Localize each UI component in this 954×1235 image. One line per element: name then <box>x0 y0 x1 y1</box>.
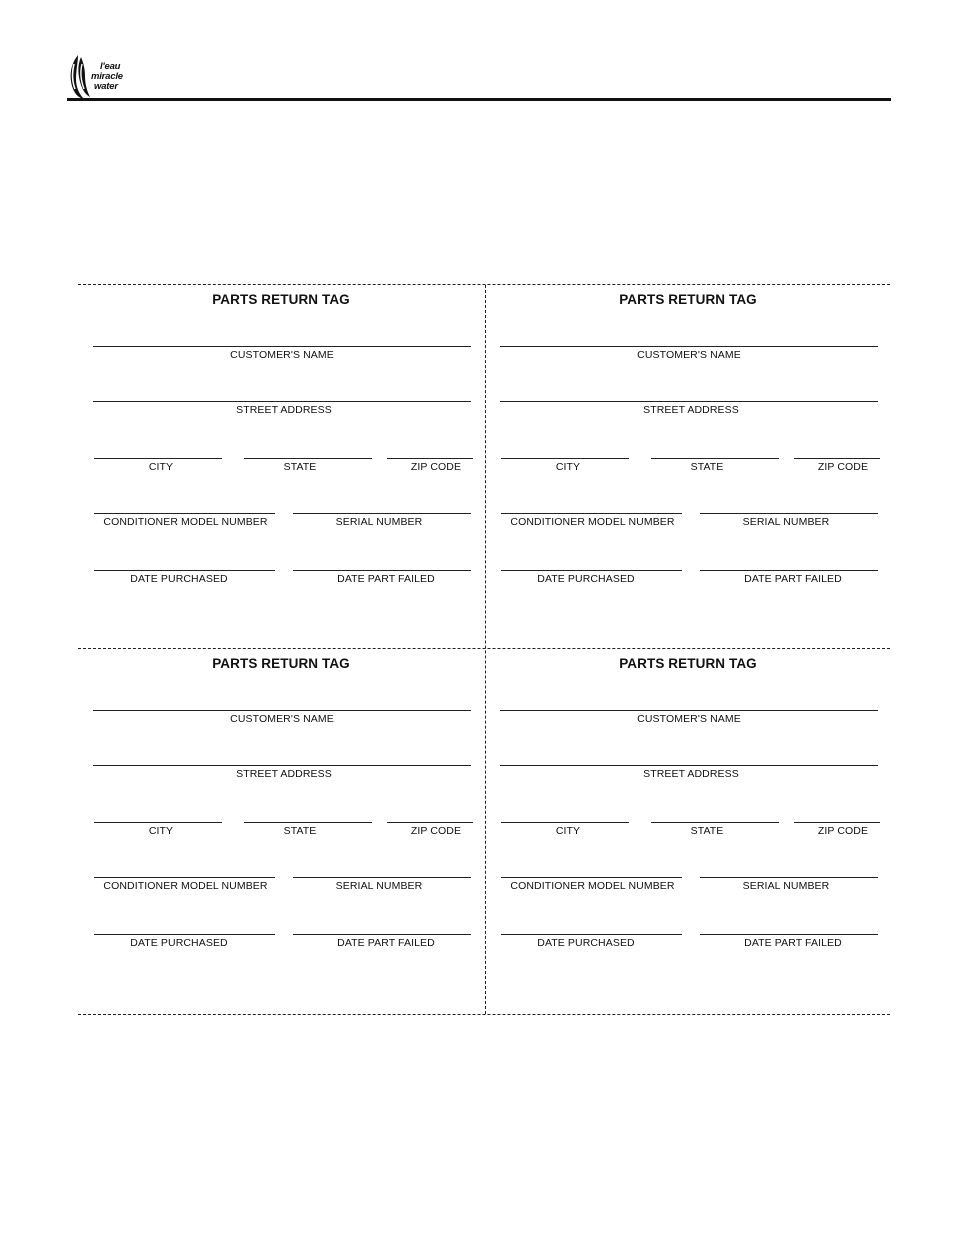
state-field[interactable] <box>651 458 779 459</box>
street-address-label: STREET ADDRESS <box>643 404 739 416</box>
model-number-field[interactable] <box>501 513 682 514</box>
city-label: CITY <box>148 825 174 837</box>
city-field[interactable] <box>94 458 222 459</box>
zip-code-label: ZIP CODE <box>817 461 869 473</box>
street-address-field[interactable] <box>93 401 471 402</box>
city-label: CITY <box>555 825 581 837</box>
date-part-failed-field[interactable] <box>293 934 471 935</box>
date-purchased-label: DATE PURCHASED <box>537 937 635 949</box>
zip-code-label: ZIP CODE <box>410 825 462 837</box>
page-header <box>0 0 954 104</box>
serial-number-label: SERIAL NUMBER <box>335 880 423 892</box>
cut-line-bottom <box>78 1014 890 1015</box>
customer-name-field[interactable] <box>93 710 471 711</box>
customer-name-label: CUSTOMER'S NAME <box>637 349 741 361</box>
logo-line-2: miracle <box>91 71 123 82</box>
state-label: STATE <box>690 461 724 473</box>
tag-title: PARTS RETURN TAG <box>212 292 350 307</box>
date-part-failed-label: DATE PART FAILED <box>744 573 842 585</box>
date-part-failed-label: DATE PART FAILED <box>744 937 842 949</box>
serial-number-field[interactable] <box>700 513 878 514</box>
customer-name-label: CUSTOMER'S NAME <box>637 713 741 725</box>
city-label: CITY <box>148 461 174 473</box>
customer-name-label: CUSTOMER'S NAME <box>230 349 334 361</box>
customer-name-label: CUSTOMER'S NAME <box>230 713 334 725</box>
brand-logo <box>68 54 138 100</box>
parts-return-tag-2 <box>485 284 891 647</box>
state-label: STATE <box>283 461 317 473</box>
header-rule <box>67 98 891 101</box>
customer-name-field[interactable] <box>500 346 878 347</box>
zip-code-label: ZIP CODE <box>410 461 462 473</box>
city-field[interactable] <box>501 458 629 459</box>
date-purchased-label: DATE PURCHASED <box>130 937 228 949</box>
model-number-label: CONDITIONER MODEL NUMBER <box>510 880 675 892</box>
zip-code-field[interactable] <box>387 458 473 459</box>
parts-return-tag-1 <box>78 284 484 647</box>
parts-return-tag-4 <box>485 648 891 1011</box>
city-label: CITY <box>555 461 581 473</box>
model-number-field[interactable] <box>94 877 275 878</box>
tag-title: PARTS RETURN TAG <box>619 292 757 307</box>
parts-return-tag-3 <box>78 648 484 1011</box>
date-part-failed-field[interactable] <box>293 570 471 571</box>
date-part-failed-field[interactable] <box>700 570 878 571</box>
street-address-label: STREET ADDRESS <box>236 768 332 780</box>
serial-number-label: SERIAL NUMBER <box>742 880 830 892</box>
state-field[interactable] <box>244 458 372 459</box>
street-address-field[interactable] <box>500 765 878 766</box>
logo-line-1: l'eau <box>100 61 121 72</box>
serial-number-field[interactable] <box>293 513 471 514</box>
street-address-field[interactable] <box>93 765 471 766</box>
zip-code-field[interactable] <box>794 458 880 459</box>
model-number-field[interactable] <box>501 877 682 878</box>
serial-number-label: SERIAL NUMBER <box>742 516 830 528</box>
model-number-label: CONDITIONER MODEL NUMBER <box>103 880 268 892</box>
customer-name-field[interactable] <box>500 710 878 711</box>
street-address-field[interactable] <box>500 401 878 402</box>
date-part-failed-label: DATE PART FAILED <box>337 937 435 949</box>
date-part-failed-field[interactable] <box>700 934 878 935</box>
logo-line-3: water <box>94 81 118 92</box>
zip-code-label: ZIP CODE <box>817 825 869 837</box>
state-field[interactable] <box>651 822 779 823</box>
model-number-label: CONDITIONER MODEL NUMBER <box>510 516 675 528</box>
date-part-failed-label: DATE PART FAILED <box>337 573 435 585</box>
model-number-field[interactable] <box>94 513 275 514</box>
serial-number-field[interactable] <box>700 877 878 878</box>
zip-code-field[interactable] <box>387 822 473 823</box>
city-field[interactable] <box>501 822 629 823</box>
street-address-label: STREET ADDRESS <box>236 404 332 416</box>
serial-number-label: SERIAL NUMBER <box>335 516 423 528</box>
tag-title: PARTS RETURN TAG <box>212 656 350 671</box>
customer-name-field[interactable] <box>93 346 471 347</box>
city-field[interactable] <box>94 822 222 823</box>
logo-wordmark <box>91 62 123 92</box>
date-purchased-label: DATE PURCHASED <box>130 573 228 585</box>
serial-number-field[interactable] <box>293 877 471 878</box>
tag-title: PARTS RETURN TAG <box>619 656 757 671</box>
date-purchased-field[interactable] <box>94 934 275 935</box>
miracle-water-drop-logo-icon <box>68 54 92 100</box>
state-field[interactable] <box>244 822 372 823</box>
date-purchased-field[interactable] <box>501 934 682 935</box>
state-label: STATE <box>283 825 317 837</box>
zip-code-field[interactable] <box>794 822 880 823</box>
street-address-label: STREET ADDRESS <box>643 768 739 780</box>
date-purchased-field[interactable] <box>94 570 275 571</box>
model-number-label: CONDITIONER MODEL NUMBER <box>103 516 268 528</box>
date-purchased-label: DATE PURCHASED <box>537 573 635 585</box>
date-purchased-field[interactable] <box>501 570 682 571</box>
state-label: STATE <box>690 825 724 837</box>
